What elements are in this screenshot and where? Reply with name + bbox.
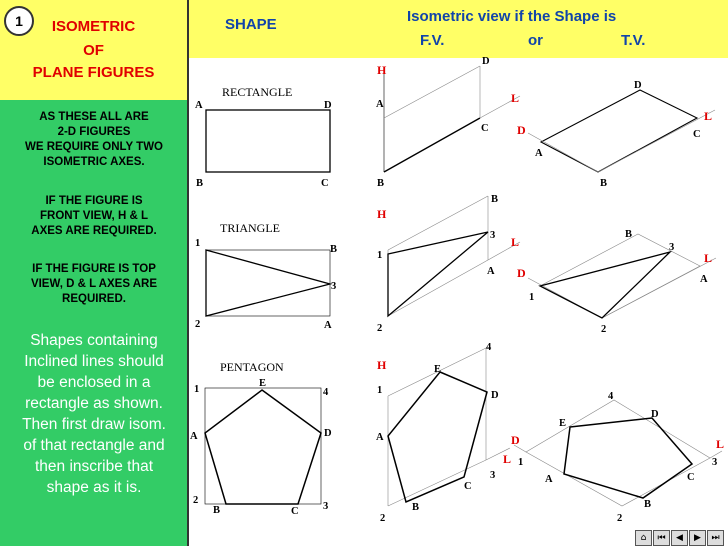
axis-label-l: L — [503, 452, 512, 466]
iso-heading: Isometric view if the Shape is — [407, 8, 617, 25]
vertex-label: B — [600, 178, 608, 189]
shape-heading: SHAPE — [225, 16, 277, 33]
vertex-label: 3 — [712, 457, 718, 468]
vertex-label: 3 — [323, 501, 329, 512]
vertex-label: 2 — [193, 495, 199, 506]
vertex-label: 2 — [380, 513, 386, 524]
vertex-label: B — [377, 178, 385, 189]
axis-label-l: L — [511, 235, 520, 249]
vertex-label: C — [693, 129, 701, 140]
vertex-label: D — [482, 56, 490, 67]
vertex-label: 3 — [490, 230, 496, 241]
axis-label-l: L — [511, 91, 520, 105]
vertex-label: 4 — [323, 387, 329, 398]
axis-label-l: L — [704, 109, 713, 123]
triangle-top-view-iso — [528, 234, 716, 318]
slide-nav — [635, 530, 724, 545]
note-inclined-lines: Shapes containing Inclined lines should be enclosed in a rectangle as shown. Then first draw isom. of that rectangle and then inscribe that shape as it is. — [22, 332, 166, 496]
tv-label: T.V. — [621, 32, 646, 49]
vertex-label: D — [324, 100, 332, 111]
vertex-label: 1 — [194, 384, 200, 395]
vertex-label: 3 — [669, 242, 675, 253]
vertex-label: 1 — [377, 385, 383, 396]
rectangle-shape — [206, 110, 330, 172]
axis-label-l: L — [704, 251, 713, 265]
axis-label-d: D — [517, 123, 526, 137]
vertex-label: B — [330, 244, 338, 255]
vertex-label: B — [644, 499, 652, 510]
fv-label: F.V. — [420, 32, 445, 49]
vertex-label: 2 — [377, 323, 383, 334]
vertex-label: 4 — [486, 342, 492, 353]
axis-label-h: H — [377, 207, 387, 221]
pentagon-top-view-iso — [514, 400, 725, 506]
pentagon-front-view-iso — [388, 348, 510, 506]
next-icon[interactable]: ▶ — [689, 530, 706, 546]
title-line-1: ISOMETRIC — [51, 18, 136, 35]
vertex-label: D — [634, 80, 642, 91]
rectangle-top-view-iso — [528, 90, 715, 172]
vertex-label: D — [491, 390, 499, 401]
home-icon[interactable]: ⌂ — [635, 530, 652, 546]
vertex-label: B — [196, 178, 204, 189]
vertex-label: 2 — [617, 513, 623, 524]
triangle-front-view-iso — [388, 196, 520, 316]
vertex-label: 1 — [518, 457, 524, 468]
triangle-enclosing-rectangle — [206, 250, 330, 316]
vertex-label: B — [625, 229, 633, 240]
vertex-label: A — [535, 148, 543, 159]
note-front-view: IF THE FIGURE IS FRONT VIEW, H & L AXES ARE REQUIRED. — [31, 195, 157, 237]
vertex-label: D — [651, 409, 659, 420]
vertex-label: A — [190, 431, 198, 442]
vertex-label: C — [464, 481, 472, 492]
vertex-label: D — [324, 428, 332, 439]
vertex-label: C — [291, 506, 299, 517]
caption-triangle: TRIANGLE — [220, 221, 280, 235]
vertex-label: A — [376, 99, 384, 110]
vertex-label: 3 — [490, 470, 496, 481]
last-icon[interactable]: ⏭ — [707, 530, 724, 546]
slide-number-badge: 1 — [4, 6, 34, 36]
vertex-label: B — [412, 502, 420, 513]
vertex-label: 1 — [377, 250, 383, 261]
vertex-label: 3 — [331, 281, 337, 292]
vertex-label: A — [376, 432, 384, 443]
caption-pentagon: PENTAGON — [220, 360, 284, 374]
vertex-label: 2 — [195, 319, 201, 330]
caption-rectangle: RECTANGLE — [222, 85, 293, 99]
vertex-label: A — [195, 100, 203, 111]
axis-label-h: H — [377, 358, 387, 372]
first-icon[interactable]: ⏮ — [653, 530, 670, 546]
vertex-label: C — [321, 178, 329, 189]
title-line-2: OF — [83, 42, 104, 59]
vertex-label: E — [559, 418, 567, 429]
vertex-label: B — [213, 505, 221, 516]
vertex-label: A — [545, 474, 553, 485]
axis-label-d: D — [517, 266, 526, 280]
note-top-view: IF THE FIGURE IS TOP VIEW, D & L AXES ARE REQUIRED. — [30, 263, 158, 305]
prev-icon[interactable]: ◀ — [671, 530, 688, 546]
vertex-label: C — [687, 472, 695, 483]
note-2d: AS THESE ALL ARE 2-D FIGURES WE REQUIRE ONLY TWO ISOMETRIC AXES. — [24, 111, 163, 168]
vertex-label: A — [324, 320, 332, 331]
vertex-label: E — [434, 364, 442, 375]
title-line-3: PLANE FIGURES — [32, 64, 155, 81]
axis-label-l: L — [716, 437, 725, 451]
vertex-label: 1 — [195, 238, 201, 249]
rectangle-front-view-iso — [384, 66, 520, 172]
pentagon-shape — [205, 390, 321, 504]
vertex-label: E — [259, 378, 267, 389]
triangle-shape — [206, 250, 330, 316]
vertex-label: 4 — [608, 391, 614, 402]
vertex-label: 2 — [601, 324, 607, 335]
vertex-label: A — [700, 274, 708, 285]
vertex-label: C — [481, 123, 489, 134]
or-label: or — [528, 32, 543, 49]
vertex-label: B — [491, 194, 499, 205]
vertex-label: A — [487, 266, 495, 277]
vertex-label: 1 — [529, 292, 535, 303]
axis-label-d: D — [511, 433, 520, 447]
axis-label-h: H — [377, 63, 387, 77]
